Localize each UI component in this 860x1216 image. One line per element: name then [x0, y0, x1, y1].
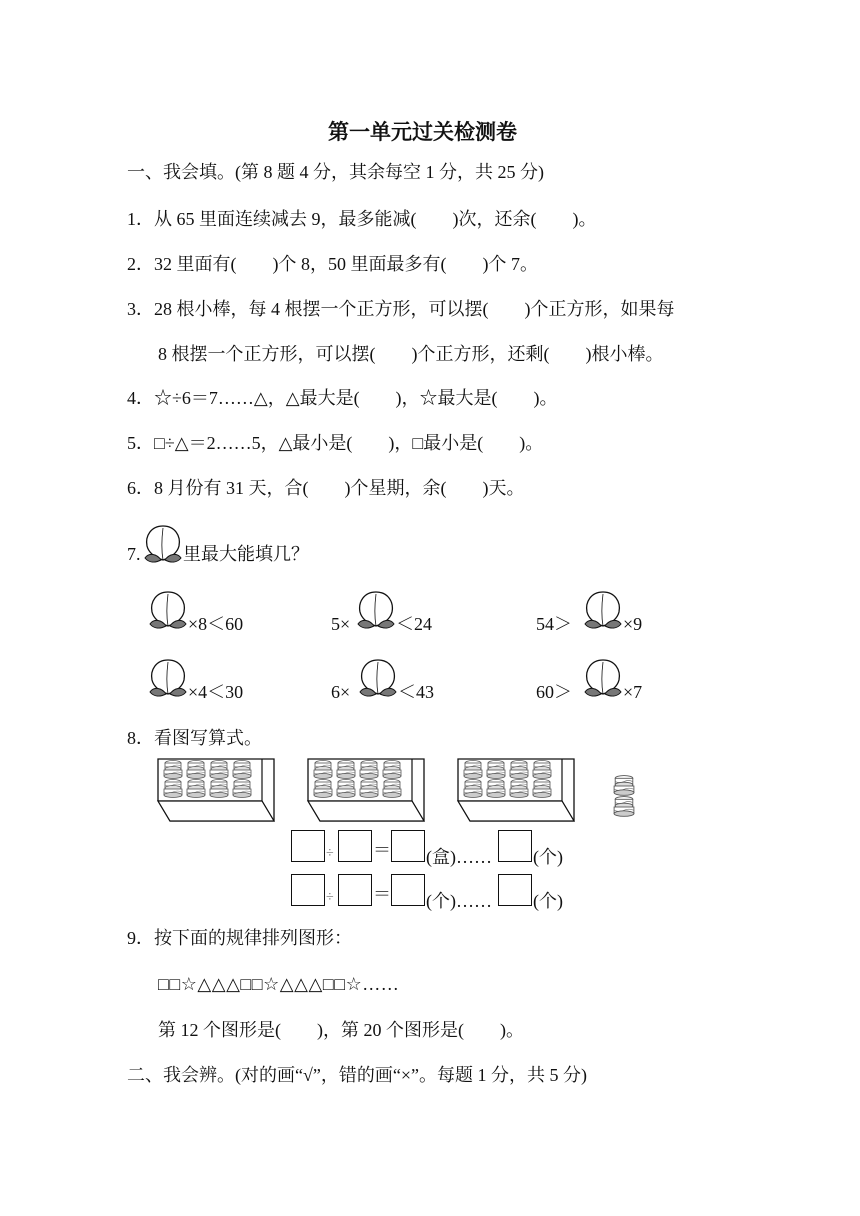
answer-box[interactable] — [391, 830, 425, 862]
answer-box[interactable] — [291, 830, 325, 862]
question-9-prompt: 第 12 个图形是( )，第 20 个图形是( )。 — [158, 1020, 524, 1040]
unit-label: (个) — [533, 847, 563, 867]
q7-item-4: ×4＜30 — [188, 682, 244, 702]
unit-label: (个) — [533, 891, 563, 911]
question-7-text: 里最大能填几？ — [183, 544, 309, 564]
q7-item-5-before: 6× — [331, 682, 351, 702]
q7-item-3-before: 54＞ — [536, 614, 572, 634]
section-2-heading: 二、我会辨。(对的画“√”，错的画“×”。每题 1 分，共 5 分) — [127, 1065, 587, 1085]
q7-item-6-before: 60＞ — [536, 682, 572, 702]
answer-box[interactable] — [338, 830, 372, 862]
equals-sign: ＝ — [373, 840, 391, 860]
peach-icon — [356, 588, 396, 630]
question-3-line-1: 3．28 根小棒，每 4 根摆一个正方形，可以摆( )个正方形，如果每 — [127, 299, 675, 319]
q7-item-2-before: 5× — [331, 614, 351, 634]
q7-item-1: ×8＜60 — [188, 614, 244, 634]
question-7-prefix: 7. — [127, 544, 141, 564]
answer-box[interactable] — [498, 874, 532, 906]
q7-item-2-after: ＜24 — [396, 614, 432, 634]
equals-sign: ＝ — [373, 884, 391, 904]
question-6: 6．8 月份有 31 天，合( )个星期，余( )天。 — [127, 478, 525, 498]
q7-item-3-after: ×9 — [623, 614, 643, 634]
question-5: 5．□÷△＝2……5，△最小是( )，□最小是( )。 — [127, 433, 544, 453]
cake-box-illustration — [306, 757, 428, 825]
unit-label: (个)…… — [426, 891, 492, 911]
answer-box[interactable] — [291, 874, 325, 906]
peach-icon — [358, 656, 398, 698]
q7-item-6-after: ×7 — [623, 682, 643, 702]
page-title: 第一单元过关检测卷 — [328, 120, 517, 144]
question-9: 9．按下面的规律排列图形： — [127, 928, 352, 948]
question-2: 2．32 里面有( )个 8，50 里面最多有( )个 7。 — [127, 254, 538, 274]
question-8: 8．看图写算式。 — [127, 728, 262, 748]
unit-label: (盒)…… — [426, 847, 492, 867]
cake-box-illustration — [456, 757, 578, 825]
shape-sequence: □□☆△△△□□☆△△△□□☆…… — [158, 974, 400, 994]
peach-icon — [148, 656, 188, 698]
cake-icon — [613, 796, 635, 818]
question-4: 4．☆÷6＝7……△，△最大是( )，☆最大是( )。 — [127, 388, 558, 408]
section-1-heading: 一、我会填。(第 8 题 4 分，其余每空 1 分，共 25 分) — [127, 162, 544, 182]
question-1: 1．从 65 里面连续减去 9，最多能减( )次，还余( )。 — [127, 209, 597, 229]
peach-icon — [148, 588, 188, 630]
answer-box[interactable] — [498, 830, 532, 862]
peach-icon — [583, 588, 623, 630]
cake-box-illustration — [156, 757, 278, 825]
answer-box[interactable] — [391, 874, 425, 906]
divide-sign: ÷ — [326, 890, 334, 905]
answer-box[interactable] — [338, 874, 372, 906]
peach-icon — [143, 522, 183, 564]
peach-icon — [583, 656, 623, 698]
divide-sign: ÷ — [326, 846, 334, 861]
question-3-line-2: 8 根摆一个正方形，可以摆( )个正方形，还剩( )根小棒。 — [158, 344, 664, 364]
cake-icon — [613, 775, 635, 797]
q7-item-5-after: ＜43 — [398, 682, 434, 702]
